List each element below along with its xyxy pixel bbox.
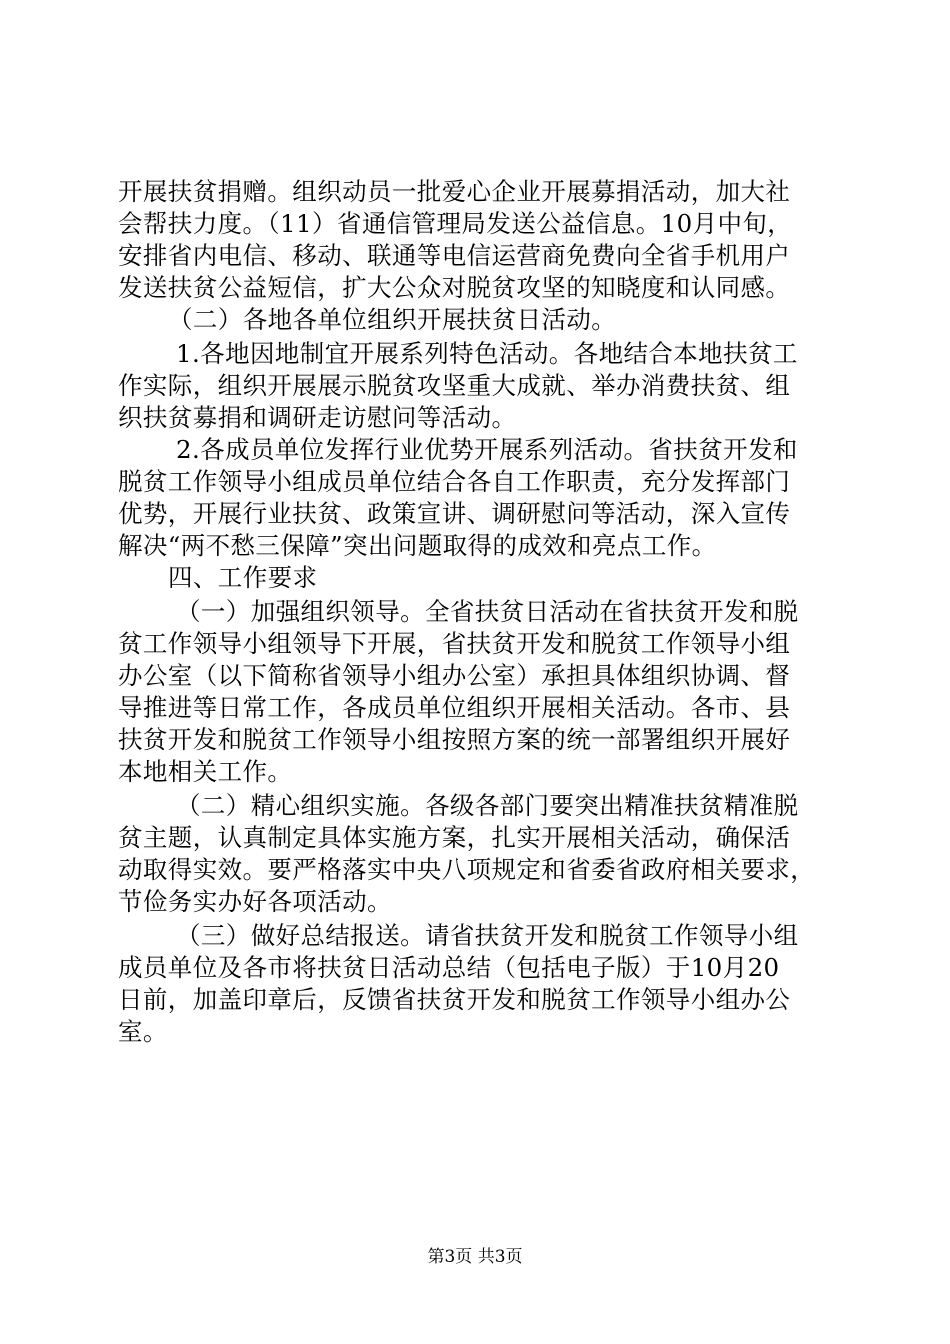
body-text-line: 日前，加盖印章后，反馈省扶贫开发和脱贫工作领导小组办公 (118, 985, 791, 1014)
section-heading: （二）各地各单位组织开展扶贫日活动。 (168, 305, 617, 334)
page-number-footer: 第3页 共3页 (427, 1247, 523, 1267)
body-text-line: 会帮扶力度。（11）省通信管理局发送公益信息。10月中旬， (118, 209, 793, 238)
body-text-line: （二）精心组织实施。各级各部门要突出精准扶贫精准脱 (176, 791, 799, 820)
body-text-line: 作实际，组织开展展示脱贫攻坚重大成就、举办消费扶贫、组 (118, 371, 791, 400)
section-heading: 四、工作要求 (168, 563, 318, 592)
body-text-line: 成员单位及各市将扶贫日活动总结（包括电子版）于10月20 (118, 953, 780, 982)
body-text-line: 2.各成员单位发挥行业优势开展系列活动。省扶贫开发和 (176, 435, 798, 464)
body-text-line: 节俭务实办好各项活动。 (118, 887, 392, 916)
body-text-line: 安排省内电信、移动、联通等电信运营商免费向全省手机用户 (118, 241, 791, 270)
body-text-line: 贫主题，认真制定具体实施方案，扎实开展相关活动，确保活 (118, 823, 791, 852)
body-text-line: 动取得实效。要严格落实中央八项规定和省委省政府相关要求， (118, 855, 816, 884)
body-text-line: 脱贫工作领导小组成员单位结合各自工作职责，充分发挥部门 (118, 467, 791, 496)
body-text-line: 办公室（以下简称省领导小组办公室）承担具体组织协调、督 (118, 661, 791, 690)
body-text-line: 导推进等日常工作，各成员单位组织开展相关活动。各市、县 (118, 693, 791, 722)
body-text-line: 发送扶贫公益短信，扩大公众对脱贫攻坚的知晓度和认同感。 (118, 273, 791, 302)
body-text-line: 本地相关工作。 (118, 757, 293, 786)
body-text-line: 优势，开展行业扶贫、政策宣讲、调研慰问等活动，深入宣传 (118, 499, 791, 528)
body-text-line: 解决“两不愁三保障”突出问题取得的成效和亮点工作。 (118, 531, 717, 560)
body-text-line: （三）做好总结报送。请省扶贫开发和脱贫工作领导小组 (176, 921, 799, 950)
body-text-line: 开展扶贫捐赠。组织动员一批爱心企业开展募捐活动，加大社 (118, 177, 791, 206)
body-text-line: 贫工作领导小组领导下开展，省扶贫开发和脱贫工作领导小组 (118, 629, 791, 658)
body-text-line: 室。 (118, 1017, 168, 1046)
body-text-line: 扶贫开发和脱贫工作领导小组按照方案的统一部署组织开展好 (118, 725, 791, 754)
body-text-line: 1.各地因地制宜开展系列特色活动。各地结合本地扶贫工 (176, 339, 798, 368)
body-text-line: 织扶贫募捐和调研走访慰问等活动。 (118, 403, 517, 432)
body-text-line: （一）加强组织领导。全省扶贫日活动在省扶贫开发和脱 (176, 597, 799, 626)
